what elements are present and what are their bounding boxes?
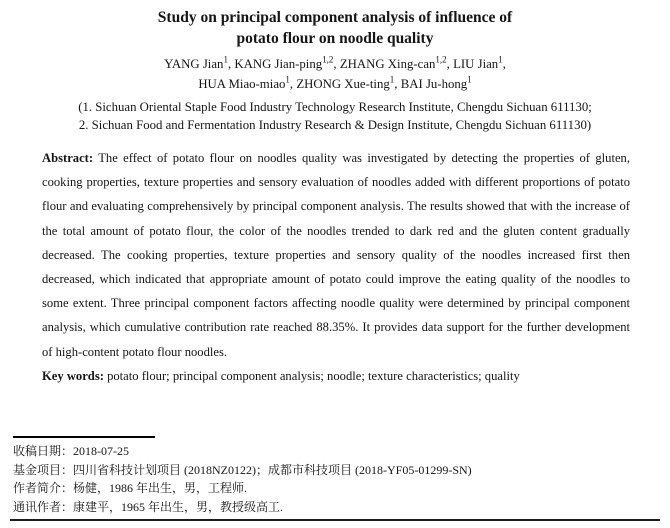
- paper-title: [0, 7, 670, 49]
- footnote-area: [13, 436, 656, 516]
- keywords-label: Key words:: [42, 368, 104, 383]
- page-bottom-rule: [10, 519, 660, 521]
- affiliation-line-2: 2. Sichuan Food and Fermentation Industry Research & Design Institute, Chengdu Sichuan 611130): [78, 118, 592, 132]
- footnote-author-bio: 作者简介：杨健，1986 年出生，男，工程师.: [13, 481, 248, 496]
- footnote-corresponding-author: 通讯作者：康建平，1965 年出生，男，教授级高工.: [13, 499, 284, 514]
- keywords-line: [42, 364, 630, 388]
- footnote-received-date: 收稿日期：2018-07-25: [13, 444, 129, 458]
- paper-title-line-2: potato flour on noodle quality: [236, 30, 434, 47]
- affiliations: [0, 98, 670, 134]
- abstract-label: Abstract:: [42, 151, 94, 165]
- abstract-text: The effect of potato flour on noodles quality was investigated by detecting the properties of gluten, cooking properties, texture properties and sensory evaluation of noodles added with different proportions of potato flour and evaluating comprehensively by principal component analysis. The results showed that with the increase of the total amount of potato flour, the color of the noodles trended to dark red and the gluten content gradually decreased. The cooking properties, texture properties and sensory quality of the noodles increased first then decreased, which indicated that appropriate amount of potato could improve the eating quality of the noodles to some extent. Three principal component factors affecting noodle quality were determined by principal component analysis, which cumulative contribution rate reached 88.35%. It provides data support for the further development of high-content potato flour noodles.: [42, 151, 630, 359]
- paper-title-line-1: Study on principal component analysis of influence of: [157, 9, 513, 26]
- keywords-text: potato flour; principal component analysis; noodle; texture characteristics; quality: [103, 368, 520, 383]
- author-list: [0, 55, 670, 94]
- abstract-paragraph: [42, 146, 630, 364]
- affiliation-line-1: (1. Sichuan Oriental Staple Food Industry Technology Research Institute, Chengdu Sichuan 611130;: [78, 100, 592, 114]
- author-line-1: YANG Jian$^1$, KANG Jian-ping$^{1,2}$, ZHANG Xing-can$^{1,2}$, LIU Jian$^1$,: [164, 54, 506, 71]
- paper-body: [42, 146, 630, 388]
- author-line-2: HUA Miao-miao$^1$, ZHONG Xue-ting$^1$, BAI Ju-hong$^1$: [198, 74, 472, 91]
- footnote-fund-project: 基金项目：四川省科技计划项目 (2018NZ0122)；成都市科技项目 (2018-YF05-01299-SN): [13, 462, 472, 477]
- footnote-separator-rule: [13, 436, 155, 438]
